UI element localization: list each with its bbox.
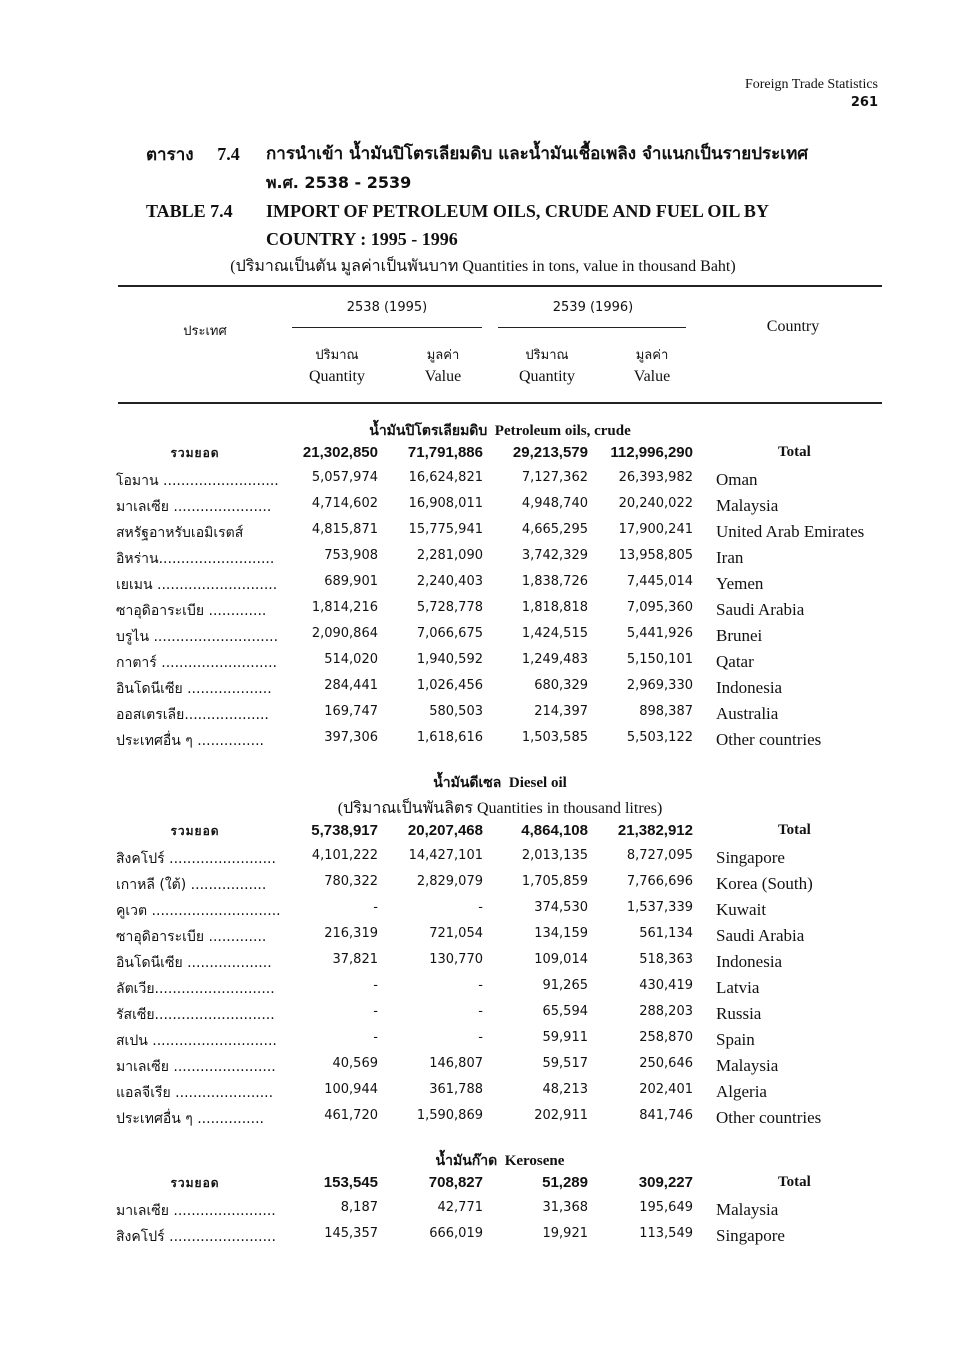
country-name-th: รวมยอด bbox=[170, 824, 220, 838]
table-row bbox=[0, 978, 966, 1004]
value-1995: 7,066,675 bbox=[416, 626, 483, 641]
quantity-1995: 2,090,864 bbox=[311, 626, 378, 641]
value-1995: 16,908,011 bbox=[408, 496, 483, 511]
table-row bbox=[0, 678, 966, 704]
country-name-th: ออสเตรเลีย................... bbox=[116, 707, 269, 723]
quantity-1996: 19,921 bbox=[542, 1226, 588, 1241]
publication-title: Foreign Trade Statistics bbox=[744, 77, 878, 92]
value-1996: 7,445,014 bbox=[626, 574, 693, 589]
quantity-1996: 1,503,585 bbox=[521, 730, 588, 745]
quantity-1995: 5,738,917 bbox=[311, 822, 378, 839]
country-name-th: ประเทศอื่น ๆ ............... bbox=[116, 733, 264, 749]
country-name-en: Spain bbox=[716, 1030, 755, 1049]
table-row bbox=[0, 652, 966, 678]
total-row bbox=[0, 1174, 966, 1200]
table-row bbox=[0, 522, 966, 548]
quantity-1995: 284,441 bbox=[324, 678, 378, 693]
total-row bbox=[0, 444, 966, 470]
country-name-th: รวมยอด bbox=[170, 446, 220, 460]
quantity-1995: 4,714,602 bbox=[311, 496, 378, 511]
thai-title-line1: การนำเข้า น้ำมันปิโตรเลียมดิบ และน้ำมันเชื้อเพลิง จำแนกเป็นรายประเทศ bbox=[266, 144, 809, 164]
quantity-1995: 4,815,871 bbox=[311, 522, 378, 537]
country-name-th: มาเลเซีย ....................... bbox=[116, 1059, 276, 1075]
quantity-1995: 1,814,216 bbox=[311, 600, 378, 615]
table-row bbox=[0, 626, 966, 652]
value-1995: 14,427,101 bbox=[408, 848, 483, 863]
country-th-header: ประเทศ bbox=[183, 324, 227, 339]
country-name-th: อินโดนีเซีย ................... bbox=[116, 681, 272, 697]
quantity-1995: - bbox=[373, 1030, 378, 1045]
table-row bbox=[0, 1030, 966, 1056]
value-1995: 1,618,616 bbox=[416, 730, 483, 745]
value-1995: 1,026,456 bbox=[416, 678, 483, 693]
table-row bbox=[0, 1200, 966, 1226]
quantity-1995: 153,545 bbox=[323, 1174, 378, 1191]
quantity-1995: - bbox=[373, 1004, 378, 1019]
units-subtitle: (ปริมาณเป็นตัน มูลค่าเป็นพันบาท Quantities in tons, value in thousand Baht) bbox=[230, 258, 736, 275]
qty-en-1995: Quantity bbox=[309, 368, 365, 385]
table-row bbox=[0, 1082, 966, 1108]
english-title-line2: COUNTRY : 1995 - 1996 bbox=[266, 229, 458, 249]
country-name-en: Kuwait bbox=[716, 900, 767, 919]
country-name-en: Saudi Arabia bbox=[716, 600, 805, 619]
quantity-1996: 7,127,362 bbox=[521, 470, 588, 485]
table-row bbox=[0, 1004, 966, 1030]
section-diesel-units: (ปริมาณเป็นพันลิตร Quantities in thousand litres) bbox=[337, 800, 663, 817]
quantity-1996: 65,594 bbox=[542, 1004, 588, 1019]
quantity-1995: 169,747 bbox=[324, 704, 378, 719]
quantity-1996: 134,159 bbox=[534, 926, 588, 941]
quantity-1995: - bbox=[373, 978, 378, 993]
quantity-1996: 2,013,135 bbox=[521, 848, 588, 863]
country-name-en: Qatar bbox=[716, 652, 754, 671]
quantity-1996: 29,213,579 bbox=[512, 444, 588, 461]
table-row bbox=[0, 470, 966, 496]
value-1996: 7,095,360 bbox=[626, 600, 693, 615]
country-name-en: Korea (South) bbox=[716, 874, 813, 893]
value-1996: 430,419 bbox=[639, 978, 693, 993]
value-1995: 666,019 bbox=[429, 1226, 483, 1241]
val-th-1995: มูลค่า bbox=[426, 348, 460, 363]
top-rule bbox=[118, 285, 882, 287]
quantity-1996: 31,368 bbox=[542, 1200, 588, 1215]
country-name-en: Latvia bbox=[716, 978, 760, 997]
country-name-en: Iran bbox=[716, 548, 744, 567]
value-1995: 42,771 bbox=[437, 1200, 483, 1215]
value-1995: 580,503 bbox=[429, 704, 483, 719]
value-1995: 2,829,079 bbox=[416, 874, 483, 889]
table-row bbox=[0, 900, 966, 926]
country-name-th: คูเวต ............................. bbox=[116, 903, 281, 919]
value-1995: 130,770 bbox=[429, 952, 483, 967]
country-name-th: สเปน ............................ bbox=[116, 1033, 277, 1049]
country-name-th: ประเทศอื่น ๆ ............... bbox=[116, 1111, 264, 1127]
quantity-1995: 145,357 bbox=[324, 1226, 378, 1241]
quantity-1996: 1,818,818 bbox=[521, 600, 588, 615]
table-row bbox=[0, 1226, 966, 1252]
value-1995: 5,728,778 bbox=[416, 600, 483, 615]
quantity-1995: 780,322 bbox=[324, 874, 378, 889]
table-row bbox=[0, 548, 966, 574]
quantity-1996: 1,838,726 bbox=[521, 574, 588, 589]
country-name-en: Malaysia bbox=[716, 1200, 779, 1219]
quantity-1996: 91,265 bbox=[542, 978, 588, 993]
country-name-en: Malaysia bbox=[716, 496, 779, 515]
quantity-1996: 1,424,515 bbox=[521, 626, 588, 641]
value-1995: 15,775,941 bbox=[408, 522, 483, 537]
quantity-1996: 4,864,108 bbox=[521, 822, 588, 839]
value-1996: 250,646 bbox=[639, 1056, 693, 1071]
quantity-1996: 4,665,295 bbox=[521, 522, 588, 537]
table-row bbox=[0, 600, 966, 626]
country-name-en: Oman bbox=[716, 470, 758, 489]
value-1996: 1,537,339 bbox=[626, 900, 693, 915]
value-1996: 26,393,982 bbox=[618, 470, 693, 485]
value-1996: 841,746 bbox=[639, 1108, 693, 1123]
value-1996: 17,900,241 bbox=[618, 522, 693, 537]
table-row bbox=[0, 704, 966, 730]
year-1996-rule bbox=[498, 327, 686, 328]
value-1995: - bbox=[478, 1030, 483, 1045]
country-name-en: United Arab Emirates bbox=[716, 522, 865, 541]
year-1995-header: 2538 (1995) bbox=[346, 300, 428, 315]
country-name-th: โอมาน .......................... bbox=[116, 473, 279, 489]
section-title-crude: น้ำมันปิโตรเลียมดิบ Petroleum oils, crude bbox=[369, 423, 631, 439]
header-bottom-rule bbox=[118, 402, 882, 404]
value-1995: 708,827 bbox=[428, 1174, 483, 1191]
country-name-th: เกาหลี (ใต้) ................. bbox=[116, 877, 267, 893]
country-name-en: Indonesia bbox=[716, 678, 783, 697]
value-1996: 195,649 bbox=[639, 1200, 693, 1215]
country-name-th: อิหร่าน.......................... bbox=[116, 551, 275, 567]
year-1995-rule bbox=[292, 327, 482, 328]
value-1996: 561,134 bbox=[639, 926, 693, 941]
value-1995: - bbox=[478, 978, 483, 993]
table-row bbox=[0, 730, 966, 756]
value-1995: - bbox=[478, 1004, 483, 1019]
value-1996: 21,382,912 bbox=[617, 822, 693, 839]
table-row bbox=[0, 874, 966, 900]
country-name-th: มาเลเซีย ....................... bbox=[116, 1203, 276, 1219]
country-name-en: Singapore bbox=[716, 848, 785, 867]
quantity-1995: 8,187 bbox=[340, 1200, 378, 1215]
section-title-diesel: น้ำมันดีเซล Diesel oil bbox=[433, 775, 567, 791]
quantity-1995: 37,821 bbox=[332, 952, 378, 967]
country-name-en: Russia bbox=[716, 1004, 762, 1023]
quantity-1996: 59,517 bbox=[542, 1056, 588, 1071]
value-1996: 288,203 bbox=[639, 1004, 693, 1019]
quantity-1996: 680,329 bbox=[534, 678, 588, 693]
table-row bbox=[0, 848, 966, 874]
quantity-1996: 109,014 bbox=[534, 952, 588, 967]
value-1995: 1,590,869 bbox=[416, 1108, 483, 1123]
table-row bbox=[0, 496, 966, 522]
value-1995: 146,807 bbox=[429, 1056, 483, 1071]
value-1996: 898,387 bbox=[639, 704, 693, 719]
table-row bbox=[0, 574, 966, 600]
quantity-1995: 753,908 bbox=[324, 548, 378, 563]
thai-table-label: ตาราง 7.4 bbox=[146, 144, 240, 165]
total-row bbox=[0, 822, 966, 848]
qty-th-1996: ปริมาณ bbox=[525, 348, 569, 363]
thai-title-line2: พ.ศ. 2538 - 2539 bbox=[266, 173, 412, 192]
country-name-th: สิงคโปร์ ........................ bbox=[116, 1229, 276, 1245]
country-name-th: กาตาร์ .......................... bbox=[116, 655, 277, 671]
country-name-th: รัสเซีย........................... bbox=[116, 1007, 275, 1023]
country-name-en: Total bbox=[778, 1174, 811, 1190]
quantity-1995: 689,901 bbox=[324, 574, 378, 589]
table-row bbox=[0, 926, 966, 952]
value-1995: 71,791,886 bbox=[407, 444, 483, 461]
quantity-1996: 48,213 bbox=[542, 1082, 588, 1097]
country-name-th: อินโดนีเซีย ................... bbox=[116, 955, 272, 971]
page-header bbox=[745, 76, 878, 112]
quantity-1996: 374,530 bbox=[534, 900, 588, 915]
value-1995: 16,624,821 bbox=[408, 470, 483, 485]
quantity-1995: 4,101,222 bbox=[311, 848, 378, 863]
value-1995: 20,207,468 bbox=[407, 822, 483, 839]
quantity-1996: 1,249,483 bbox=[521, 652, 588, 667]
quantity-1995: 461,720 bbox=[324, 1108, 378, 1123]
country-name-th: แอลจีเรีย ...................... bbox=[116, 1085, 274, 1101]
value-1996: 258,870 bbox=[639, 1030, 693, 1045]
quantity-1996: 1,705,859 bbox=[521, 874, 588, 889]
value-1996: 5,150,101 bbox=[626, 652, 693, 667]
quantity-1996: 59,911 bbox=[542, 1030, 588, 1045]
val-en-1996: Value bbox=[633, 368, 671, 385]
country-name-en: Brunei bbox=[716, 626, 763, 645]
table-row bbox=[0, 952, 966, 978]
quantity-1996: 202,911 bbox=[534, 1108, 588, 1123]
quantity-1996: 51,289 bbox=[542, 1174, 588, 1191]
quantity-1995: 5,057,974 bbox=[311, 470, 378, 485]
qty-en-1996: Quantity bbox=[519, 368, 575, 385]
section-title-kerosene: น้ำมันก๊าด Kerosene bbox=[435, 1153, 565, 1169]
country-name-en: Singapore bbox=[716, 1226, 785, 1245]
quantity-1995: - bbox=[373, 900, 378, 915]
value-1996: 113,549 bbox=[639, 1226, 693, 1241]
value-1996: 8,727,095 bbox=[626, 848, 693, 863]
quantity-1996: 3,742,329 bbox=[521, 548, 588, 563]
value-1996: 202,401 bbox=[639, 1082, 693, 1097]
value-1995: 2,281,090 bbox=[416, 548, 483, 563]
quantity-1995: 21,302,850 bbox=[302, 444, 378, 461]
value-1996: 518,363 bbox=[639, 952, 693, 967]
quantity-1995: 397,306 bbox=[324, 730, 378, 745]
value-1995: 2,240,403 bbox=[416, 574, 483, 589]
value-1996: 5,503,122 bbox=[626, 730, 693, 745]
value-1996: 7,766,696 bbox=[626, 874, 693, 889]
val-en-1995: Value bbox=[424, 368, 462, 385]
page-number: 261 bbox=[850, 95, 878, 110]
country-name-en: Yemen bbox=[716, 574, 764, 593]
country-en-header: Country bbox=[766, 318, 820, 335]
quantity-1995: 100,944 bbox=[324, 1082, 378, 1097]
country-name-th: มาเลเซีย ...................... bbox=[116, 499, 272, 515]
country-name-th: ซาอุดิอาระเบีย ............. bbox=[116, 603, 267, 619]
country-name-en: Total bbox=[778, 444, 811, 460]
value-1995: - bbox=[478, 900, 483, 915]
value-1996: 5,441,926 bbox=[626, 626, 693, 641]
value-1996: 20,240,022 bbox=[618, 496, 693, 511]
country-name-en: Australia bbox=[716, 704, 779, 723]
country-name-en: Malaysia bbox=[716, 1056, 779, 1075]
qty-th-1995: ปริมาณ bbox=[315, 348, 359, 363]
value-1995: 361,788 bbox=[429, 1082, 483, 1097]
country-name-th: ลัตเวีย........................... bbox=[116, 981, 275, 997]
english-title-line1: IMPORT OF PETROLEUM OILS, CRUDE AND FUEL OIL BY bbox=[266, 201, 769, 221]
quantity-1996: 4,948,740 bbox=[521, 496, 588, 511]
country-name-en: Other countries bbox=[716, 730, 822, 749]
value-1996: 309,227 bbox=[638, 1174, 693, 1191]
table-row bbox=[0, 1056, 966, 1082]
country-name-en: Algeria bbox=[716, 1082, 767, 1101]
value-1996: 112,996,290 bbox=[610, 444, 693, 461]
value-1996: 2,969,330 bbox=[626, 678, 693, 693]
quantity-1995: 40,569 bbox=[332, 1056, 378, 1071]
country-name-th: ซาอุดิอาระเบีย ............. bbox=[116, 929, 267, 945]
country-name-th: รวมยอด bbox=[170, 1176, 220, 1190]
table-title bbox=[146, 140, 866, 253]
country-name-en: Indonesia bbox=[716, 952, 783, 971]
table-row bbox=[0, 1108, 966, 1134]
year-1996-header: 2539 (1996) bbox=[552, 300, 634, 315]
country-name-en: Saudi Arabia bbox=[716, 926, 805, 945]
quantity-1995: 514,020 bbox=[324, 652, 378, 667]
country-name-en: Other countries bbox=[716, 1108, 822, 1127]
country-name-th: บรูไน ............................ bbox=[116, 629, 279, 645]
country-name-th: เยเมน ........................... bbox=[116, 577, 278, 593]
value-1995: 1,940,592 bbox=[416, 652, 483, 667]
english-table-label: TABLE 7.4 bbox=[146, 201, 233, 221]
value-1995: 721,054 bbox=[429, 926, 483, 941]
country-name-th: สหรัฐอาหรับเอมิเรตส์ bbox=[116, 525, 244, 541]
quantity-1996: 214,397 bbox=[534, 704, 588, 719]
value-1996: 13,958,805 bbox=[618, 548, 693, 563]
country-name-th: สิงคโปร์ ........................ bbox=[116, 851, 276, 867]
val-th-1996: มูลค่า bbox=[635, 348, 669, 363]
quantity-1995: 216,319 bbox=[324, 926, 378, 941]
country-name-en: Total bbox=[778, 822, 811, 838]
